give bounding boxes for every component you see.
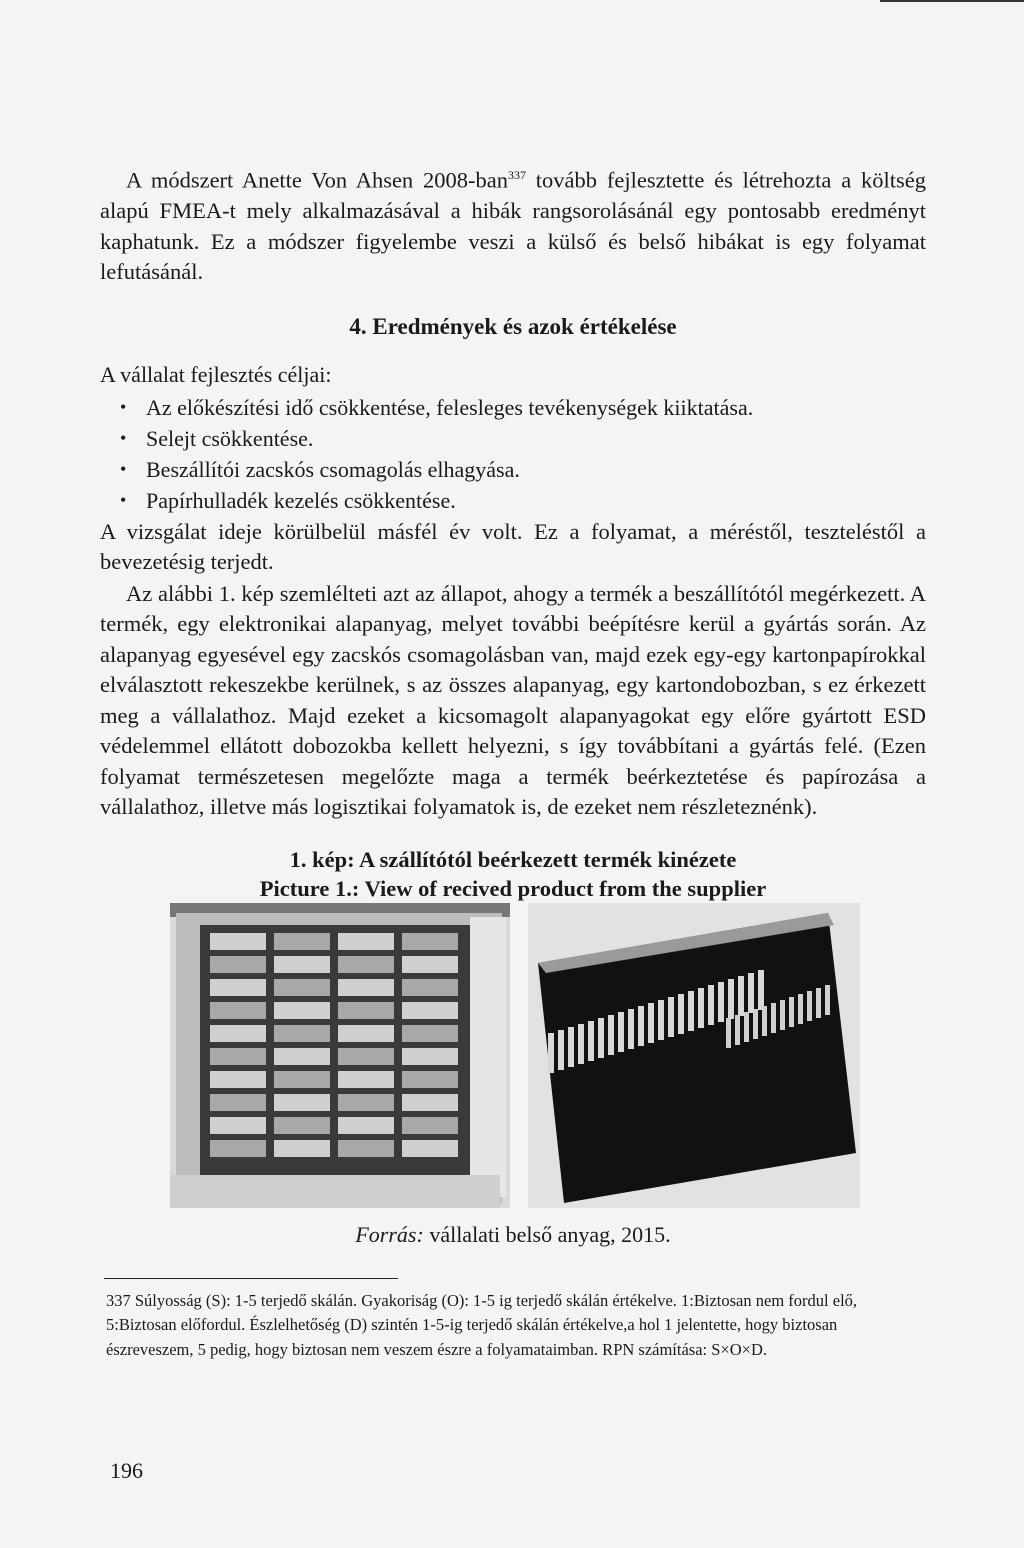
component-part [718,982,724,1022]
component-part [688,991,694,1031]
source-text: vállalati belső anyag, 2015. [423,1221,671,1247]
bagged-component [402,956,458,973]
bagged-component [274,1025,330,1042]
bagged-component [274,1140,330,1157]
caption-hungarian: 1. kép: A szállítótól beérkezett termék kinézete [289,846,737,872]
component-part [825,985,830,1015]
bagged-component [402,1117,458,1134]
footnote-ref-337[interactable]: 337 [507,168,526,182]
bagged-component [274,1071,330,1088]
caption-english: Picture 1.: View of recived product from the supplier [259,875,767,901]
component-part [780,1000,785,1030]
bagged-component [338,956,394,973]
component-part [598,1018,604,1058]
paragraph-3: Az alábbi 1. kép szemlélteti azt az állapot, ahogy a termék a beszállítótól megérkezett. A termék, egy elektronikai alapanyag, melyet további beépítésre kerül a gyártás során. Az alapanyag egyesével egy zacskós csomagolásban van, majd ezek egy-egy kartonpapírokkal elválasztott rekeszekbe kerülnek, s az összes alapanyag, egy kartondobozban, s ez érkezett meg a vállalathoz. Majd ezeket a kicsomagolt alapanyagokat egy előre gyártott ESD védelemmel ellátott dobozokba kellett helyezni, s így továbbítani a gyártás felé. (Ezen folyamat természetesen megelőzte maga a termék beérkeztetése és papírozása a vállalathoz, illetve más logisztikai folyamatok is, de ezeket nem részleteznénk). [100,580,926,819]
bullet-icon: • [120,396,127,417]
component-part [762,1006,767,1036]
component-part [618,1012,624,1052]
component-part [748,973,754,1013]
paragraph-2: A vizsgálat ideje körülbelül másfél év volt. Ez a folyamat, a méréstől, teszteléstől a bevezetésig terjedt. [100,518,926,574]
paragraph-1 [100,160,926,288]
goal-item [100,485,926,516]
component-part [608,1015,614,1055]
photo-esd-box [528,903,860,1208]
bagged-component [402,1071,458,1088]
figure-caption [100,845,926,903]
component-part [753,1009,758,1039]
source-label: Forrás: [355,1221,424,1247]
component-part [771,1003,776,1033]
component-part [548,1033,554,1073]
component-part [744,1012,749,1042]
bagged-component [210,1071,266,1088]
bagged-component [402,1140,458,1157]
goal-text: Az előkészítési idő csökkentése, felesleges tevékenységek kiiktatása. [146,394,754,420]
figure-images [100,903,926,1208]
component-part [568,1027,574,1067]
bagged-component [210,1048,266,1065]
paragraph-1-text-b: tovább fejlesztette és létrehozta a költség alapú FMEA-t mely alkalmazásával a hibák rangsorolásánál egy pontosabb eredményt kaphatunk. Ez a módszer figyelembe veszi a külső és belső hibákat is egy folyamat lefutásánál. [100,167,926,284]
component-part [628,1009,634,1049]
bagged-component [338,1094,394,1111]
bagged-component [274,979,330,996]
bullet-icon: • [120,458,127,479]
bagged-component [402,1048,458,1065]
bagged-component [402,1025,458,1042]
top-rule [880,0,1024,2]
bagged-component [338,1071,394,1088]
bagged-component [338,1117,394,1134]
bagged-component [274,933,330,950]
paragraph-1-text-a: A módszert Anette Von Ahsen 2008-ban [126,167,508,193]
bagged-component [210,1094,266,1111]
component-part [789,997,794,1027]
bagged-component [210,1140,266,1157]
goals-intro: A vállalat fejlesztés céljai: [100,361,332,387]
component-part [758,970,764,1010]
component-part [708,985,714,1025]
bagged-component [338,1048,394,1065]
component-part [728,979,734,1019]
bagged-component [210,933,266,950]
bullet-icon: • [120,427,127,448]
photo-cardboard-box [170,903,510,1208]
component-part [738,976,744,1016]
component-part [648,1003,654,1043]
component-part [807,991,812,1021]
bagged-component [338,979,394,996]
page-content [100,160,926,1362]
goal-text: Selejt csökkentése. [146,425,314,451]
bagged-component [338,1002,394,1019]
component-part [558,1030,564,1070]
goal-item [100,454,926,485]
component-part [816,988,821,1018]
bullet-icon: • [120,489,127,510]
bagged-component [210,956,266,973]
goal-text: Beszállítói zacskós csomagolás elhagyása. [146,456,520,482]
bagged-component [402,979,458,996]
bagged-component [338,1025,394,1042]
footnote-337: 337 Súlyosság (S): 1-5 terjedő skálán. Gyakoriság (O): 1-5 ig terjedő skálán értékelve. 1:Biztosan nem fordul elő, 5:Biztosan előfordul. Észlelhetőség (D) szintén 1-5-ig terjedő skálán értékelve,a hol 1 jelentette, hogy biztosan észreveszem, 5 pedig, hogy biztosan nem veszem észre a folyamataimban. RPN számítása: S×O×D. [106,1290,858,1359]
component-part [638,1006,644,1046]
component-part [658,1000,664,1040]
bagged-component [274,1048,330,1065]
footnote-separator [104,1278,398,1279]
bagged-component [274,1117,330,1134]
bagged-component [338,1140,394,1157]
component-part [678,994,684,1034]
component-part [588,1021,594,1061]
figure-source [100,1222,926,1248]
goals-list [100,392,926,516]
component-part [798,994,803,1024]
bagged-component [274,1002,330,1019]
goal-item [100,423,926,454]
bagged-component [402,933,458,950]
goal-text: Papírhulladék kezelés csökkentése. [146,487,456,513]
bagged-component [274,1094,330,1111]
bagged-component [402,1002,458,1019]
page-number: 196 [110,1458,143,1483]
bagged-component [210,979,266,996]
component-part [698,988,704,1028]
bagged-component [274,956,330,973]
bagged-component [338,933,394,950]
bagged-component [402,1094,458,1111]
component-part [735,1015,740,1045]
bagged-component [210,1117,266,1134]
section-heading: 4. Eredmények és azok értékelése [349,313,677,339]
goal-item [100,392,926,423]
component-part [668,997,674,1037]
bagged-component [210,1002,266,1019]
bagged-component [210,1025,266,1042]
component-part [578,1024,584,1064]
component-part [726,1018,731,1048]
